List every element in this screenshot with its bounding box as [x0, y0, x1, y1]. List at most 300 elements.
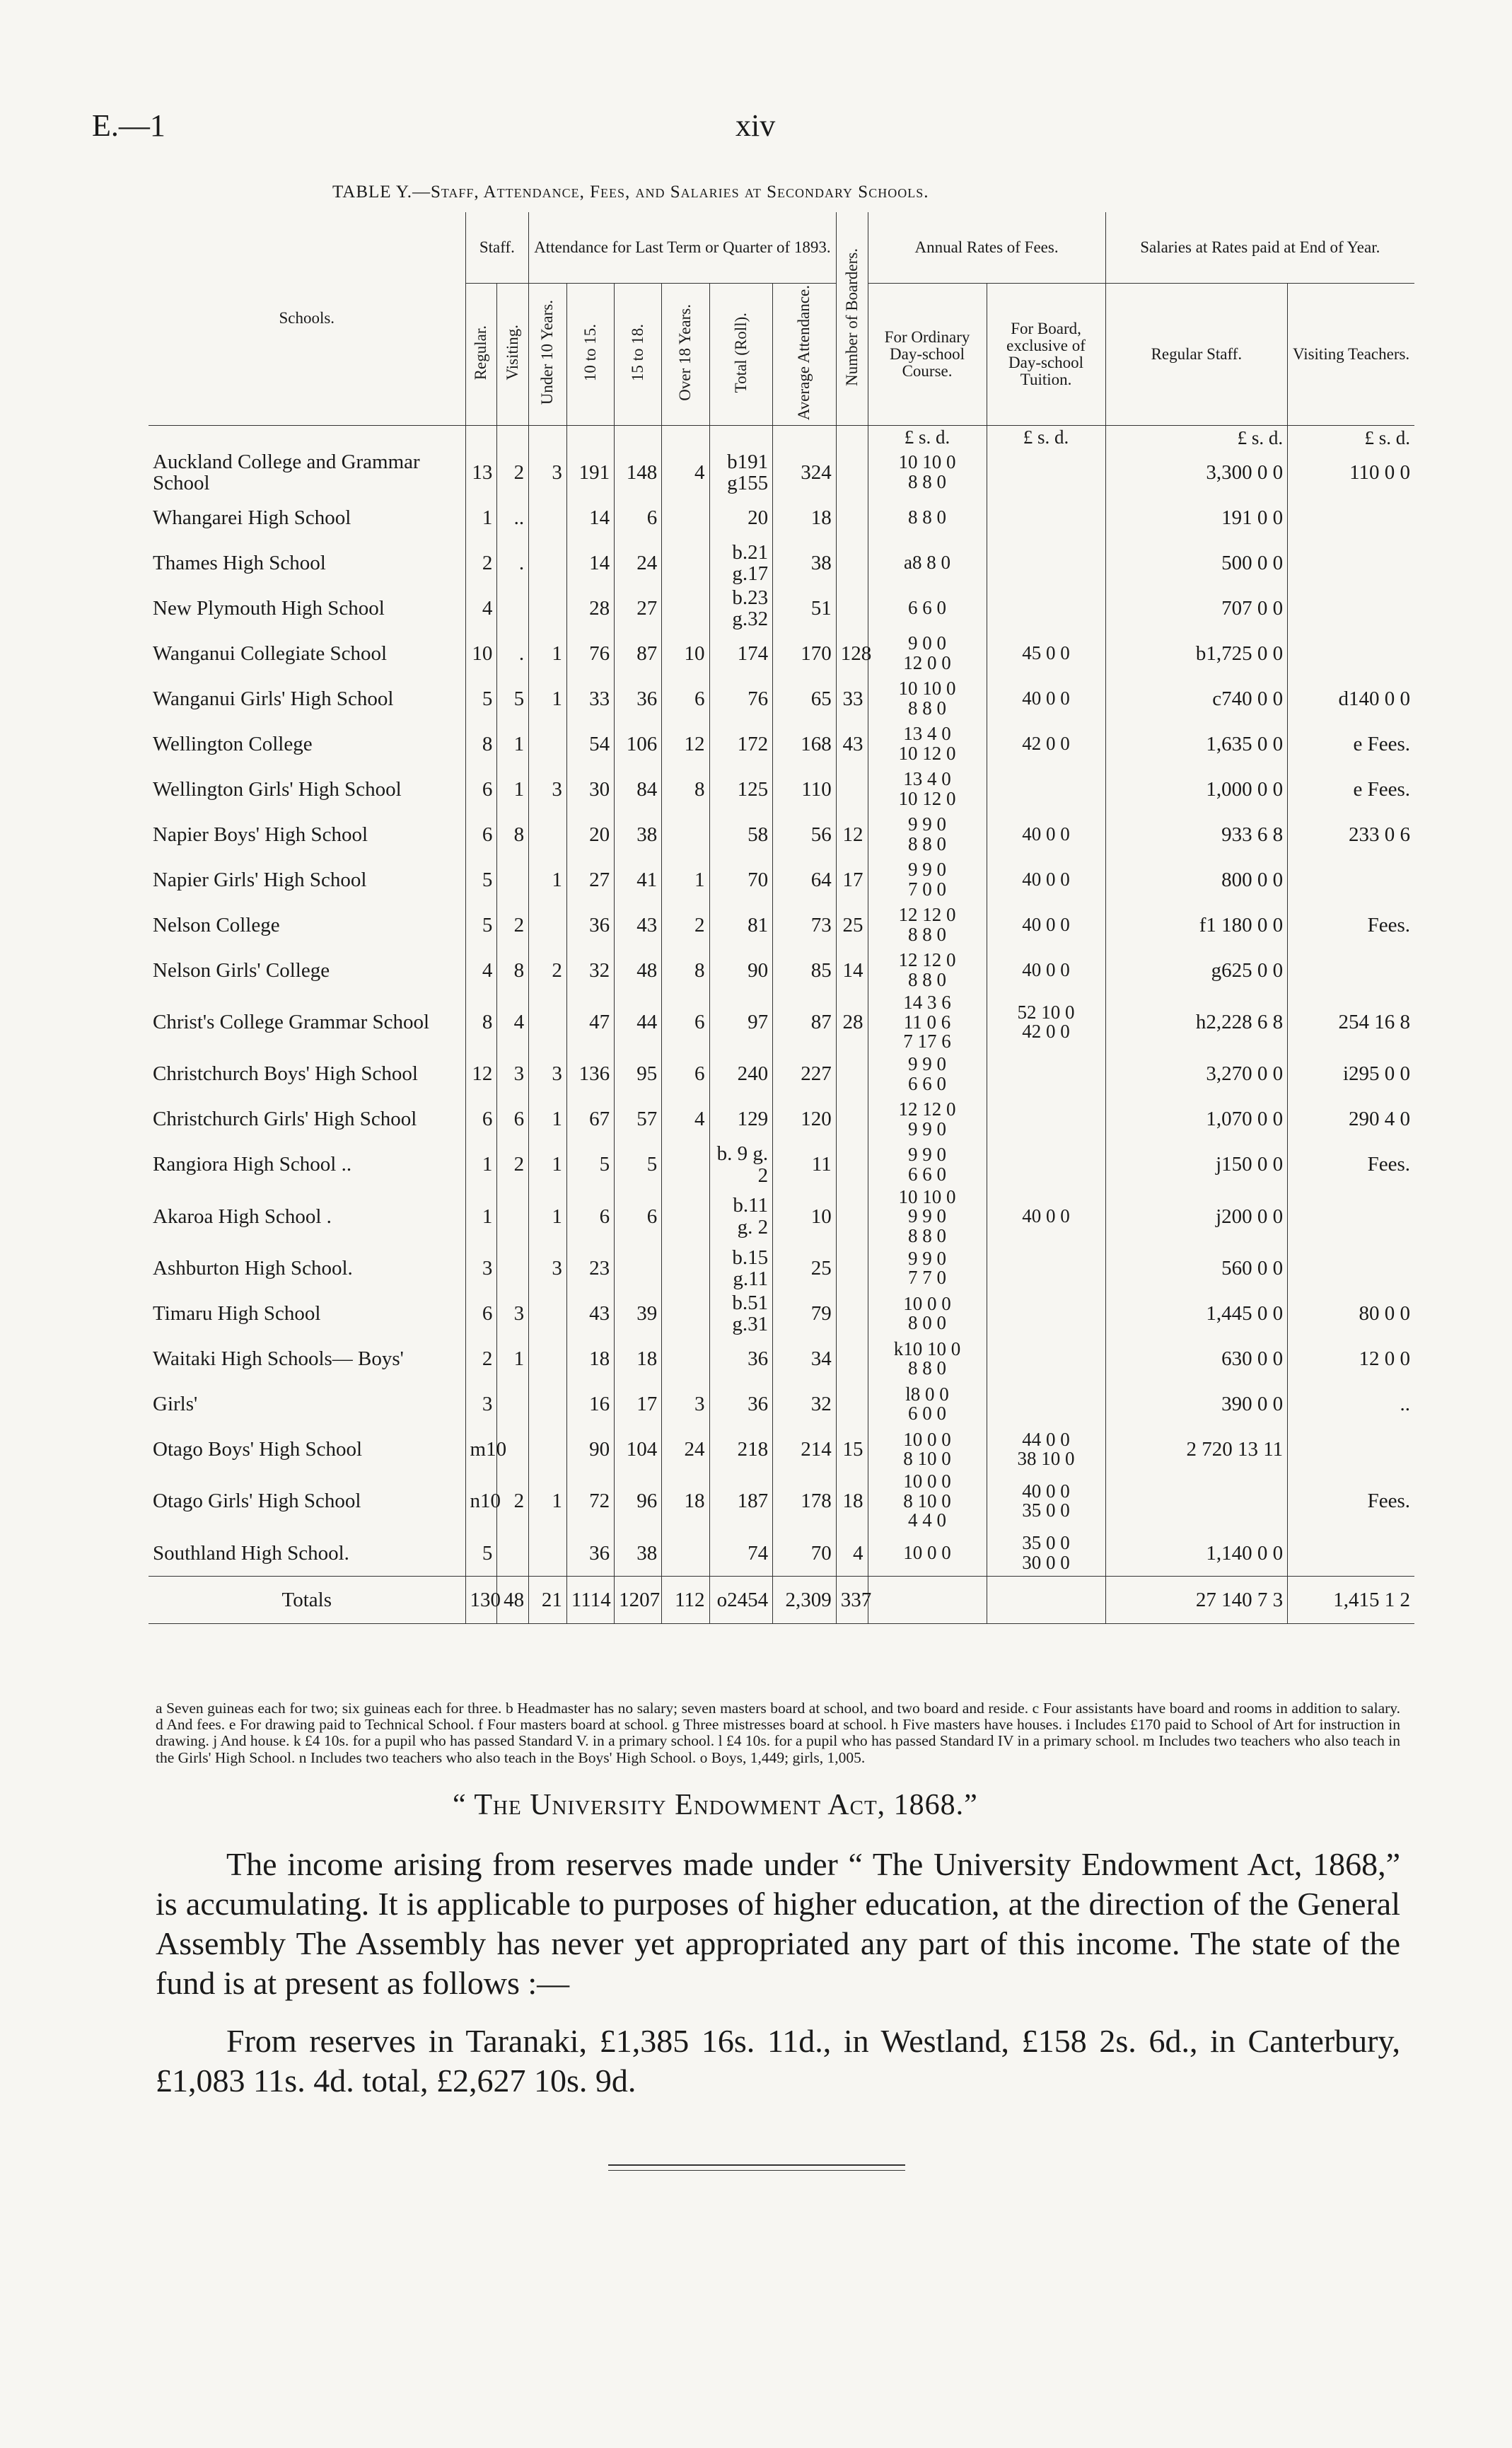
col-attendance: Attendance for Last Term or Quarter of 1893. [529, 212, 837, 284]
table-row [149, 540, 1414, 586]
row-fee-board [987, 1097, 1105, 1142]
table-row [149, 1336, 1414, 1381]
row-under10: 1 [529, 1142, 567, 1188]
row-regular: 4 [465, 948, 497, 993]
row-roll: 76 [709, 676, 773, 721]
row-10-15: 67 [566, 1097, 614, 1142]
row-school: Napier Boys' High School [153, 823, 368, 846]
row-avg: 324 [773, 450, 837, 495]
row-fee-board [987, 450, 1105, 495]
row-fee-board: 52 10 0 42 0 0 [987, 993, 1105, 1052]
row-avg: 38 [773, 540, 837, 586]
row-fee-board [987, 1381, 1105, 1427]
row-sal-regular: j150 0 0 [1105, 1142, 1288, 1188]
row-15-18: 44 [615, 993, 662, 1052]
row-sal-visiting: Fees. [1288, 903, 1414, 948]
row-sal-regular: b1,725 0 0 [1105, 631, 1288, 676]
row-boarders [836, 1246, 868, 1291]
row-fee-ordinary: 12 12 0 8 8 0 [868, 948, 987, 993]
row-sal-visiting [1288, 1188, 1414, 1246]
totals-over18: 112 [662, 1576, 709, 1623]
row-15-18: 17 [615, 1381, 662, 1427]
row-boarders [836, 1052, 868, 1097]
row-fee-board: 40 0 0 [987, 948, 1105, 993]
col-salaries: Salaries at Rates paid at End of Year. [1105, 212, 1414, 284]
col-total-roll-label: Total (Roll). [731, 312, 750, 393]
row-avg: 85 [773, 948, 837, 993]
row-over18: 24 [662, 1427, 709, 1472]
col-staff: Staff. [465, 212, 529, 284]
row-roll: 58 [709, 812, 773, 857]
table-row [149, 1531, 1414, 1577]
row-school: Otago Boys' High School [153, 1437, 363, 1461]
row-visiting: 3 [497, 1291, 529, 1336]
row-fee-ordinary: 14 3 6 11 0 6 7 17 6 [868, 993, 987, 1052]
row-15-18: 96 [615, 1472, 662, 1531]
col-total-roll [709, 284, 773, 426]
totals-avg: 2,309 [773, 1576, 837, 1623]
row-sal-regular: 3,300 0 0 [1105, 450, 1288, 495]
col-boarders-label: Number of Boarders. [842, 248, 861, 386]
row-fee-board: 40 0 0 [987, 812, 1105, 857]
row-regular: 13 [465, 450, 497, 495]
row-fee-ordinary: 9 0 0 12 0 0 [868, 631, 987, 676]
row-avg: 56 [773, 812, 837, 857]
row-fee-board: 45 0 0 [987, 631, 1105, 676]
row-avg: 32 [773, 1381, 837, 1427]
row-avg: 64 [773, 857, 837, 903]
row-15-18: 6 [615, 495, 662, 540]
row-over18: 3 [662, 1381, 709, 1427]
row-10-15: 30 [566, 767, 614, 812]
totals-label: Totals [149, 1576, 465, 1623]
row-sal-visiting: d140 0 0 [1288, 676, 1414, 721]
row-sal-visiting: 80 0 0 [1288, 1291, 1414, 1336]
row-fee-board: 40 0 0 [987, 1188, 1105, 1246]
row-15-18: 39 [615, 1291, 662, 1336]
row-over18 [662, 1336, 709, 1381]
row-boarders [836, 1381, 868, 1427]
row-sal-regular [1105, 1472, 1288, 1531]
row-under10 [529, 540, 567, 586]
row-10-15: 47 [566, 993, 614, 1052]
row-under10: 1 [529, 1472, 567, 1531]
table-row [149, 1188, 1414, 1246]
row-avg: 168 [773, 721, 837, 767]
row-under10: 1 [529, 1097, 567, 1142]
row-avg: 178 [773, 1472, 837, 1531]
row-under10: 3 [529, 1246, 567, 1291]
row-boarders: 33 [836, 676, 868, 721]
row-over18: 4 [662, 1097, 709, 1142]
row-sal-visiting: 233 0 6 [1288, 812, 1414, 857]
row-avg: 10 [773, 1188, 837, 1246]
col-15-18-label: 15 to 18. [629, 323, 647, 381]
units-spacer [149, 426, 465, 451]
units-spacer-under10 [529, 426, 567, 451]
totals-under10: 21 [529, 1576, 567, 1623]
row-fee-board: 40 0 0 35 0 0 [987, 1472, 1105, 1531]
row-fee-ordinary: l8 0 0 6 0 0 [868, 1381, 987, 1427]
row-fee-ordinary: 10 0 0 8 10 0 [868, 1427, 987, 1472]
row-10-15: 20 [566, 812, 614, 857]
row-under10 [529, 1336, 567, 1381]
row-visiting: . [497, 631, 529, 676]
row-boarders: 18 [836, 1472, 868, 1531]
row-visiting [497, 586, 529, 631]
row-regular: 4 [465, 586, 497, 631]
row-over18: 10 [662, 631, 709, 676]
col-schools: Schools. [149, 212, 465, 426]
row-sal-regular: 933 6 8 [1105, 812, 1288, 857]
row-sal-visiting [1288, 857, 1414, 903]
row-school: Southland High School. [153, 1541, 349, 1565]
row-10-15: 5 [566, 1142, 614, 1188]
row-visiting: 5 [497, 676, 529, 721]
row-sal-regular: g625 0 0 [1105, 948, 1288, 993]
row-under10 [529, 1291, 567, 1336]
totals-15-18: 1207 [615, 1576, 662, 1623]
row-school: Wanganui Girls' High School [153, 687, 394, 710]
row-sal-regular: 191 0 0 [1105, 495, 1288, 540]
row-avg: 214 [773, 1427, 837, 1472]
row-sal-regular: f1 180 0 0 [1105, 903, 1288, 948]
row-school: Nelson Girls' College [153, 958, 330, 982]
row-under10 [529, 812, 567, 857]
col-regular [465, 284, 497, 426]
row-over18: 18 [662, 1472, 709, 1531]
col-visiting [497, 284, 529, 426]
row-fee-board [987, 586, 1105, 631]
table-row [149, 767, 1414, 812]
row-avg: 51 [773, 586, 837, 631]
table-row [149, 1381, 1414, 1427]
totals-row [149, 1576, 1414, 1623]
row-fee-ordinary: 10 0 0 8 0 0 [868, 1291, 987, 1336]
table-row [149, 812, 1414, 857]
row-15-18: 36 [615, 676, 662, 721]
row-over18: 8 [662, 767, 709, 812]
row-fee-board [987, 495, 1105, 540]
row-sal-regular: 3,270 0 0 [1105, 1052, 1288, 1097]
row-roll: 129 [709, 1097, 773, 1142]
row-over18 [662, 1188, 709, 1246]
table-row [149, 586, 1414, 631]
row-regular: 10 [465, 631, 497, 676]
row-visiting: 1 [497, 721, 529, 767]
schools-table [149, 212, 1414, 1624]
row-10-15: 27 [566, 857, 614, 903]
table-row [149, 1097, 1414, 1142]
row-school: Thames High School [153, 551, 326, 574]
units-spacer-boarders [836, 426, 868, 451]
row-boarders [836, 495, 868, 540]
row-15-18: 38 [615, 1531, 662, 1577]
totals-boarders: 337 [836, 1576, 868, 1623]
row-15-18: 87 [615, 631, 662, 676]
table-row [149, 1246, 1414, 1291]
row-fee-board: 40 0 0 [987, 676, 1105, 721]
row-school: Akaroa High School . [153, 1205, 332, 1228]
paragraph-income: The income arising from reserves made under “ The University Endowment Act, 1868,” is accumulating. It is applicable to purposes of higher education, at the direction of the General Assembly The Assembly has never yet appropriated any part of this income. The state of the fund is at present as follows :— [156, 1846, 1400, 2002]
row-under10 [529, 903, 567, 948]
row-sal-visiting: 12 0 0 [1288, 1336, 1414, 1381]
row-fee-ordinary: 9 9 0 8 8 0 [868, 812, 987, 857]
row-fee-ordinary: 10 0 0 8 10 0 4 4 0 [868, 1472, 987, 1531]
row-10-15: 16 [566, 1381, 614, 1427]
table-row [149, 495, 1414, 540]
row-boarders: 128 [836, 631, 868, 676]
row-fee-ordinary: 10 10 0 9 9 0 8 8 0 [868, 1188, 987, 1246]
row-over18 [662, 586, 709, 631]
col-10-15-label: 10 to 15. [581, 323, 599, 381]
row-avg: 79 [773, 1291, 837, 1336]
row-sal-regular: 800 0 0 [1105, 857, 1288, 903]
row-under10: 1 [529, 676, 567, 721]
row-roll: b. 9 g. 2 [709, 1142, 773, 1188]
row-roll: 125 [709, 767, 773, 812]
col-10-15 [566, 284, 614, 426]
row-10-15: 14 [566, 495, 614, 540]
row-school: Nelson College [153, 913, 280, 936]
row-visiting: . [497, 540, 529, 586]
row-sal-visiting [1288, 631, 1414, 676]
totals-sal-regular: 27 140 7 3 [1105, 1576, 1288, 1623]
row-under10 [529, 1427, 567, 1472]
table-row [149, 1427, 1414, 1472]
row-school: Christchurch Girls' High School [153, 1108, 417, 1131]
row-sal-visiting [1288, 1427, 1414, 1472]
col-fee-board: For Board, exclusive of Day-school Tuition. [987, 284, 1105, 426]
col-visiting-teachers: Visiting Teachers. [1288, 284, 1414, 426]
row-boarders: 15 [836, 1427, 868, 1472]
row-sal-regular: 1,635 0 0 [1105, 721, 1288, 767]
row-regular: 3 [465, 1246, 497, 1291]
row-boarders [836, 540, 868, 586]
row-sal-visiting [1288, 1531, 1414, 1577]
row-boarders [836, 767, 868, 812]
row-10-15: 43 [566, 1291, 614, 1336]
col-under10-label: Under 10 Years. [538, 300, 557, 405]
row-visiting: .. [497, 495, 529, 540]
row-school: Christ's College Grammar School [153, 1011, 430, 1034]
row-15-18: 104 [615, 1427, 662, 1472]
row-fee-ordinary: 13 4 0 10 12 0 [868, 767, 987, 812]
row-under10 [529, 1381, 567, 1427]
row-fee-board: 40 0 0 [987, 857, 1105, 903]
row-fee-ordinary: 10 10 0 8 8 0 [868, 450, 987, 495]
row-visiting [497, 1188, 529, 1246]
row-fee-ordinary: a8 8 0 [868, 540, 987, 586]
row-avg: 11 [773, 1142, 837, 1188]
row-over18: 1 [662, 857, 709, 903]
row-sal-visiting: .. [1288, 1381, 1414, 1427]
row-roll: 20 [709, 495, 773, 540]
col-over18-label: Over 18 Years. [676, 304, 694, 401]
row-15-18: 5 [615, 1142, 662, 1188]
row-10-15: 36 [566, 1531, 614, 1577]
row-fee-board [987, 1291, 1105, 1336]
row-over18: 12 [662, 721, 709, 767]
row-school: Wanganui Collegiate School [153, 642, 388, 665]
unit-ordinary: £ s. d. [868, 426, 987, 451]
row-15-18: 148 [615, 450, 662, 495]
row-school: Waitaki High Schools— Boys' [153, 1347, 404, 1370]
table-row [149, 1472, 1414, 1531]
row-regular: 6 [465, 1291, 497, 1336]
row-10-15: 90 [566, 1427, 614, 1472]
row-fee-ordinary: 9 9 0 7 0 0 [868, 857, 987, 903]
row-avg: 227 [773, 1052, 837, 1097]
row-under10: 3 [529, 1052, 567, 1097]
row-school: Wellington College [153, 732, 313, 755]
row-over18 [662, 1291, 709, 1336]
row-sal-visiting: 254 16 8 [1288, 993, 1414, 1052]
row-under10: 1 [529, 857, 567, 903]
row-roll: b.23 g.32 [709, 586, 773, 631]
row-15-18: 95 [615, 1052, 662, 1097]
row-roll: 81 [709, 903, 773, 948]
row-15-18: 48 [615, 948, 662, 993]
row-fee-board [987, 1246, 1105, 1291]
row-visiting: 4 [497, 993, 529, 1052]
row-roll: b.11 g. 2 [709, 1188, 773, 1246]
row-over18: 4 [662, 450, 709, 495]
row-roll: 172 [709, 721, 773, 767]
col-avg-attendance [773, 284, 837, 426]
row-regular: 5 [465, 903, 497, 948]
row-fee-board: 40 0 0 [987, 903, 1105, 948]
row-10-15: 76 [566, 631, 614, 676]
row-school: Wellington Girls' High School [153, 777, 402, 801]
col-15-18 [615, 284, 662, 426]
row-15-18: 57 [615, 1097, 662, 1142]
row-regular: 5 [465, 676, 497, 721]
row-15-18: 43 [615, 903, 662, 948]
unit-board: £ s. d. [987, 426, 1105, 451]
row-avg: 73 [773, 903, 837, 948]
col-regular-label: Regular. [472, 325, 490, 381]
units-spacer-roll [709, 426, 773, 451]
row-15-18: 24 [615, 540, 662, 586]
row-sal-regular: j200 0 0 [1105, 1188, 1288, 1246]
row-fee-ordinary: 10 0 0 [868, 1531, 987, 1577]
row-visiting [497, 1381, 529, 1427]
row-boarders: 14 [836, 948, 868, 993]
row-15-18: 6 [615, 1188, 662, 1246]
row-sal-regular: 390 0 0 [1105, 1381, 1288, 1427]
row-fee-ordinary: 13 4 0 10 12 0 [868, 721, 987, 767]
row-15-18: 41 [615, 857, 662, 903]
row-sal-visiting: 110 0 0 [1288, 450, 1414, 495]
row-school: Girls' [153, 1392, 198, 1415]
row-over18: 6 [662, 676, 709, 721]
row-visiting: 1 [497, 767, 529, 812]
row-regular: 6 [465, 1097, 497, 1142]
row-under10: 1 [529, 631, 567, 676]
row-sal-visiting: e Fees. [1288, 767, 1414, 812]
row-fee-board: 44 0 0 38 10 0 [987, 1427, 1105, 1472]
row-regular: 5 [465, 1531, 497, 1577]
table-row [149, 1291, 1414, 1336]
header-row-groups [149, 212, 1414, 284]
row-sal-regular: 707 0 0 [1105, 586, 1288, 631]
row-boarders [836, 450, 868, 495]
row-regular: 2 [465, 540, 497, 586]
row-fee-board [987, 767, 1105, 812]
row-sal-regular: h2,228 6 8 [1105, 993, 1288, 1052]
row-sal-regular: 1,070 0 0 [1105, 1097, 1288, 1142]
row-boarders [836, 1097, 868, 1142]
row-under10 [529, 495, 567, 540]
row-under10 [529, 993, 567, 1052]
table-row [149, 993, 1414, 1052]
row-over18 [662, 540, 709, 586]
row-school: Napier Girls' High School [153, 868, 367, 891]
row-regular: 1 [465, 1142, 497, 1188]
row-fee-board [987, 1336, 1105, 1381]
section-heading: “ The University Endowment Act, 1868.” [453, 1789, 978, 1821]
row-avg: 34 [773, 1336, 837, 1381]
row-under10 [529, 586, 567, 631]
row-under10 [529, 1531, 567, 1577]
row-sal-visiting [1288, 586, 1414, 631]
row-15-18: 27 [615, 586, 662, 631]
row-school: New Plymouth High School [153, 596, 385, 620]
row-school: Otago Girls' High School [153, 1490, 361, 1513]
row-sal-visiting [1288, 948, 1414, 993]
row-boarders: 12 [836, 812, 868, 857]
row-under10: 3 [529, 767, 567, 812]
totals-roll: o2454 [709, 1576, 773, 1623]
row-over18: 8 [662, 948, 709, 993]
row-regular: 1 [465, 495, 497, 540]
row-school: Christchurch Boys' High School [153, 1062, 418, 1086]
row-sal-regular: 2 720 13 11 [1105, 1427, 1288, 1472]
col-fee-ordinary: For Ordinary Day-school Course. [868, 284, 987, 426]
row-10-15: 136 [566, 1052, 614, 1097]
row-regular: 3 [465, 1381, 497, 1427]
row-10-15: 32 [566, 948, 614, 993]
row-school: Ashburton High School. [153, 1256, 353, 1280]
row-regular: 2 [465, 1336, 497, 1381]
row-visiting: 1 [497, 1336, 529, 1381]
row-regular: 8 [465, 993, 497, 1052]
row-visiting [497, 1246, 529, 1291]
col-visiting-label: Visiting. [504, 325, 522, 381]
row-boarders [836, 1336, 868, 1381]
row-under10: 3 [529, 450, 567, 495]
row-sal-regular: 630 0 0 [1105, 1336, 1288, 1381]
col-over18 [662, 284, 709, 426]
row-sal-visiting [1288, 540, 1414, 586]
row-10-15: 33 [566, 676, 614, 721]
row-fee-board [987, 1052, 1105, 1097]
row-fee-board [987, 1142, 1105, 1188]
row-visiting: 3 [497, 1052, 529, 1097]
row-over18 [662, 1531, 709, 1577]
row-visiting [497, 1531, 529, 1577]
row-10-15: 28 [566, 586, 614, 631]
row-under10: 2 [529, 948, 567, 993]
unit-visiting: £ s. d. [1288, 426, 1414, 451]
table-row [149, 1052, 1414, 1097]
row-fee-ordinary: 12 12 0 9 9 0 [868, 1097, 987, 1142]
row-boarders: 43 [836, 721, 868, 767]
table-row [149, 631, 1414, 676]
totals-regular: 130 [465, 1576, 497, 1623]
row-boarders: 25 [836, 903, 868, 948]
